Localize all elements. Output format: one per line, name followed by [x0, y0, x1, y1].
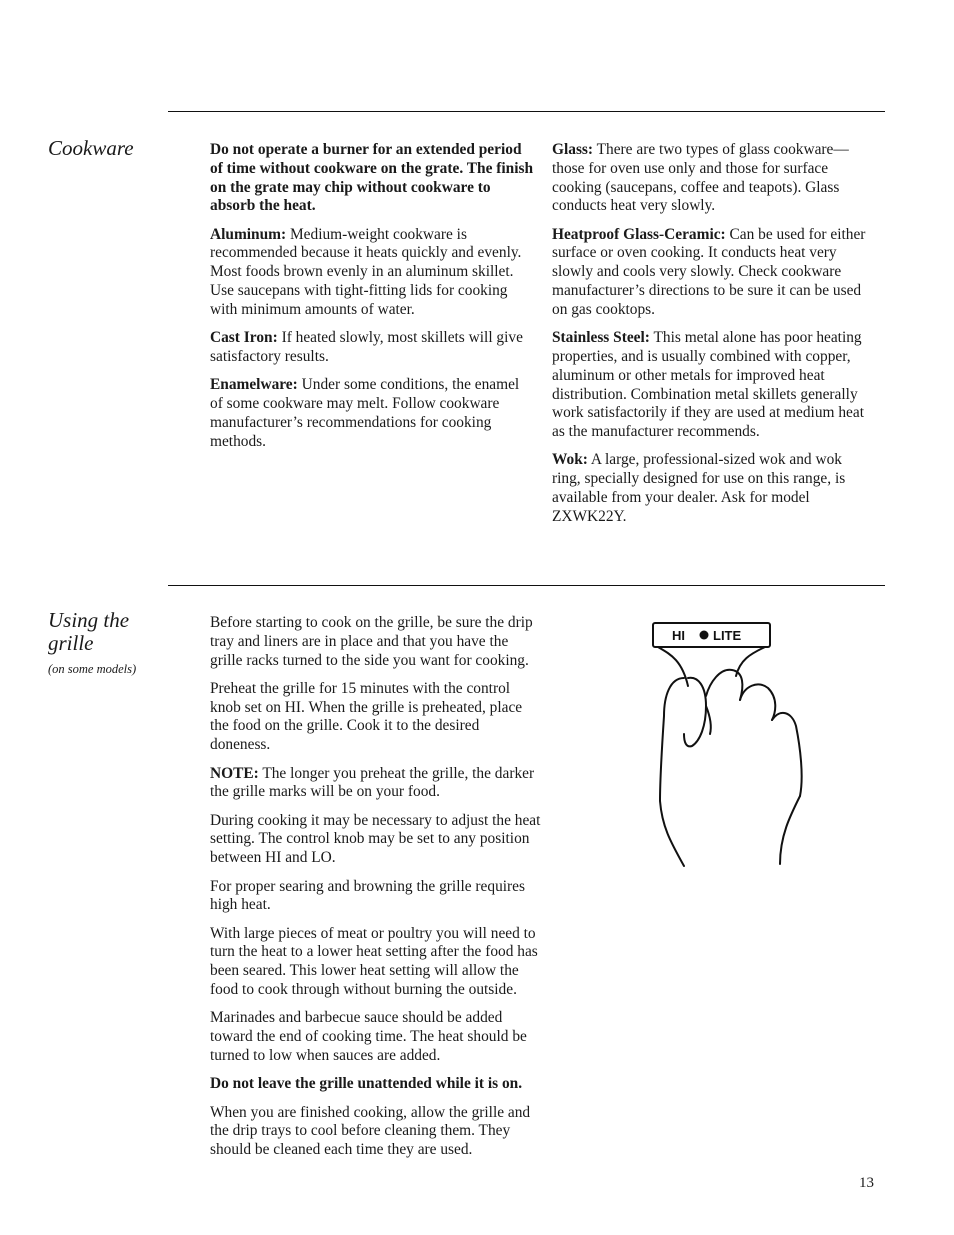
knob-stem-right — [736, 647, 765, 676]
cast-iron-item: Cast Iron: If heated slowly, most skillets will give satisfactory results. — [210, 329, 523, 365]
section-divider-top — [168, 111, 885, 112]
knob-skirt — [653, 623, 770, 647]
knob-label-hi: HI — [672, 628, 685, 643]
hand-knuckle-line — [706, 706, 711, 734]
grille-paragraph: Preheat the grille for 15 minutes with the control knob set on HI. When the grille is preheated, place the food on the grille. Cook it to the desired doneness. — [210, 679, 523, 754]
knob-indicator-dot — [700, 631, 709, 640]
wok-item: Wok: A large, professional-sized wok and wok ring, specially designed for use on this range, is available from your dealer. Ask for model ZXWK22Y. — [552, 451, 846, 525]
cookware-left-column — [210, 141, 535, 461]
page-number: 13 — [859, 1175, 874, 1191]
grille-warning: Do not leave the grille unattended while it is on. — [210, 1075, 523, 1093]
hand-outline-left — [660, 678, 684, 866]
grille-paragraph: Before starting to cook on the grille, be sure the drip tray and liners are in place and that you have the grille racks turned to the side you want for cooking. — [210, 614, 533, 669]
section-title-cookware: Cookware — [48, 136, 134, 160]
stainless-steel-item: Stainless Steel: This metal alone has poor heating properties, and is usually combined with copper, aluminum or other metals for improved heat distribution. Combination metal skillets generally work satisfactorily if they are used at medium heat as the manufacturer recommends. — [552, 329, 864, 441]
grille-text-column — [210, 614, 542, 1169]
glass-item: Glass: There are two types of glass cookware—those for oven use only and those for surface cooking (saucepans, coffee and teapots). Glass conducts heat very slowly. — [552, 141, 849, 215]
grille-paragraph: When you are finished cooking, allow the grille and the drip trays to cool before cleaning them. They should be cleaned each time they are used. — [210, 1103, 531, 1159]
hand-knob-illustration — [640, 616, 820, 872]
grille-paragraph: Marinades and barbecue sauce should be added toward the end of cooking time. The heat should be turned to low when sauces are added. — [210, 1009, 527, 1064]
section-divider-middle — [168, 585, 885, 586]
grille-note: NOTE: The longer you preheat the grille, the darker the grille marks will be on your food. — [210, 764, 535, 801]
burner-warning: Do not operate a burner for an extended period of time without cookware on the grate. The finish on the grate may chip without cookware to absorb the heat. — [210, 141, 534, 215]
hand-outline-right — [780, 796, 800, 864]
section-subtitle-grille: (on some models) — [48, 662, 137, 676]
grille-paragraph: For proper searing and browning the grille requires high heat. — [210, 877, 525, 914]
grille-paragraph: During cooking it may be necessary to adjust the heat setting. The control knob may be set to any position between HI and LO. — [210, 811, 541, 867]
hand-finger-3 — [772, 713, 802, 796]
section-title-grille: Using the grille — [48, 608, 130, 655]
hand-thumb — [684, 678, 706, 747]
glass-ceramic-item: Heatproof Glass-Ceramic: Can be used for either surface or oven cooking. It conducts heat very slowly and cools very slowly. Check cookware manufacturer’s directions to be sure it can be used on gas cooktops. — [552, 225, 866, 318]
cookware-right-column — [552, 141, 874, 536]
knob-stem-left — [658, 647, 688, 686]
knob-label-lite: LITE — [713, 628, 742, 643]
grille-paragraph: With large pieces of meat or poultry you will need to turn the heat to a lower heat setting after the food has been seared. This lower heat setting will allow the food to cook through without burning the outside. — [210, 924, 538, 999]
enamelware-item: Enamelware: Under some conditions, the enamel of some cookware may melt. Follow cookware manufacturer’s recommendations for cooking methods. — [210, 376, 520, 450]
hand-finger-2 — [740, 684, 775, 720]
aluminum-item: Aluminum: Medium-weight cookware is recommended because it heats quickly and evenly. Most foods brown evenly in an aluminum skillet. Use saucepans with tight-fitting lids for cooking with minimum amounts of water. — [210, 225, 522, 318]
